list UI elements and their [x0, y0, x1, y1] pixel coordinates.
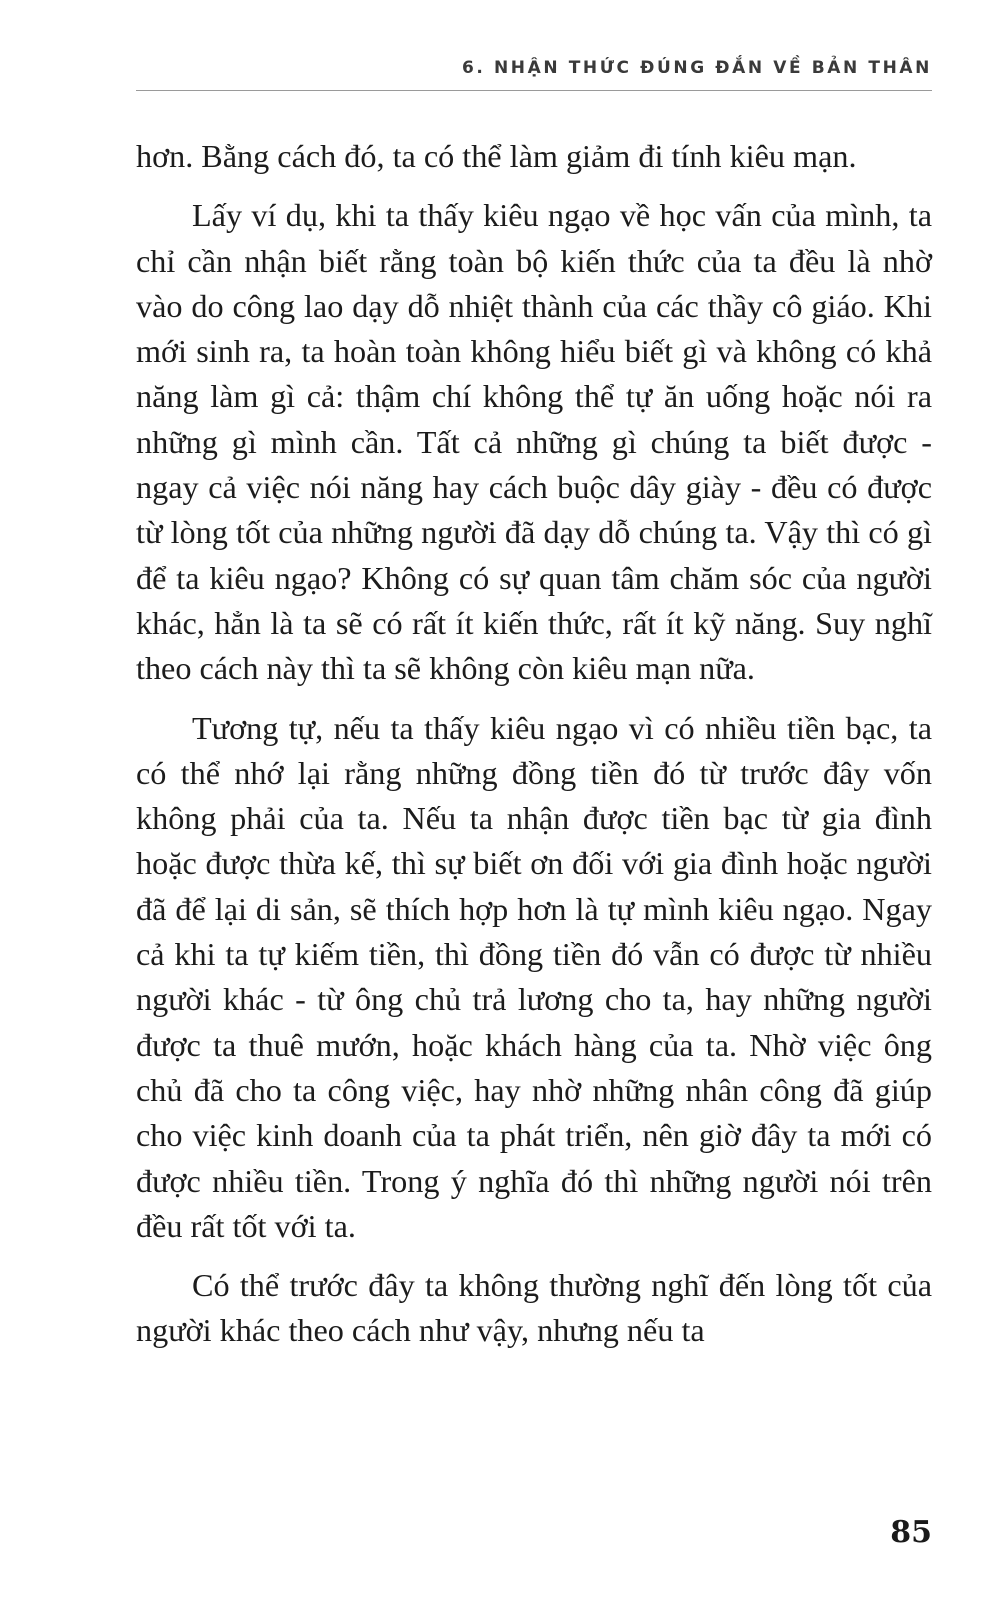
running-header: 6. NHẬN THỨC ĐÚNG ĐẮN VỀ BẢN THÂN: [136, 58, 932, 91]
page-number: 85: [890, 1515, 932, 1550]
paragraph-continuation: hơn. Bằng cách đó, ta có thể làm giảm đi tính kiêu mạn.: [136, 138, 857, 174]
paragraph-education-example: Lấy ví dụ, khi ta thấy kiêu ngạo về học vấn của mình, ta chỉ cần nhận biết rằng toàn bộ kiến thức của ta đều là nhờ vào do công lao dạy dỗ nhiệt thành của các thầy cô giáo. Khi mới sinh ra, ta hoàn toàn không hiểu biết gì và không có khả năng làm gì cả: thậm chí không thể tự ăn uống hoặc nói ra những gì mình cần. Tất cả những gì chúng ta biết được - ngay cả việc nói năng hay cách buộc dây giày - đều có được từ lòng tốt của những người đã dạy dỗ chúng ta. Vậy thì có gì để ta kiêu ngạo? Không có sự quan tâm chăm sóc của người khác, hẳn là ta sẽ có rất ít kiến thức, rất ít kỹ năng. Suy nghĩ theo cách này thì ta sẽ không còn kiêu mạn nữa.: [136, 197, 932, 687]
paragraph-closing: Có thể trước đây ta không thường nghĩ đến lòng tốt của người khác theo cách như vậy, nhưng nếu ta: [136, 1267, 932, 1349]
body-text: [136, 134, 932, 1368]
paragraph-wealth-example: Tương tự, nếu ta thấy kiêu ngạo vì có nhiều tiền bạc, ta có thể nhớ lại rằng những đồng tiền đó từ trước đây vốn không phải của ta. Nếu ta nhận được tiền bạc từ gia đình hoặc được thừa kế, thì sự biết ơn đối với gia đình hoặc người đã để lại di sản, sẽ thích hợp hơn là tự mình kiêu ngạo. Ngay cả khi ta tự kiếm tiền, thì đồng tiền đó vẫn có được từ nhiều người khác - từ ông chủ trả lương cho ta, hay những người được ta thuê mướn, hoặc khách hàng của ta. Nhờ việc ông chủ đã cho ta công việc, hay nhờ những nhân công đã giúp cho việc kinh doanh của ta phát triển, nên giờ đây ta mới có được nhiều tiền. Trong ý nghĩa đó thì những người nói trên đều rất tốt với ta.: [136, 709, 932, 1244]
